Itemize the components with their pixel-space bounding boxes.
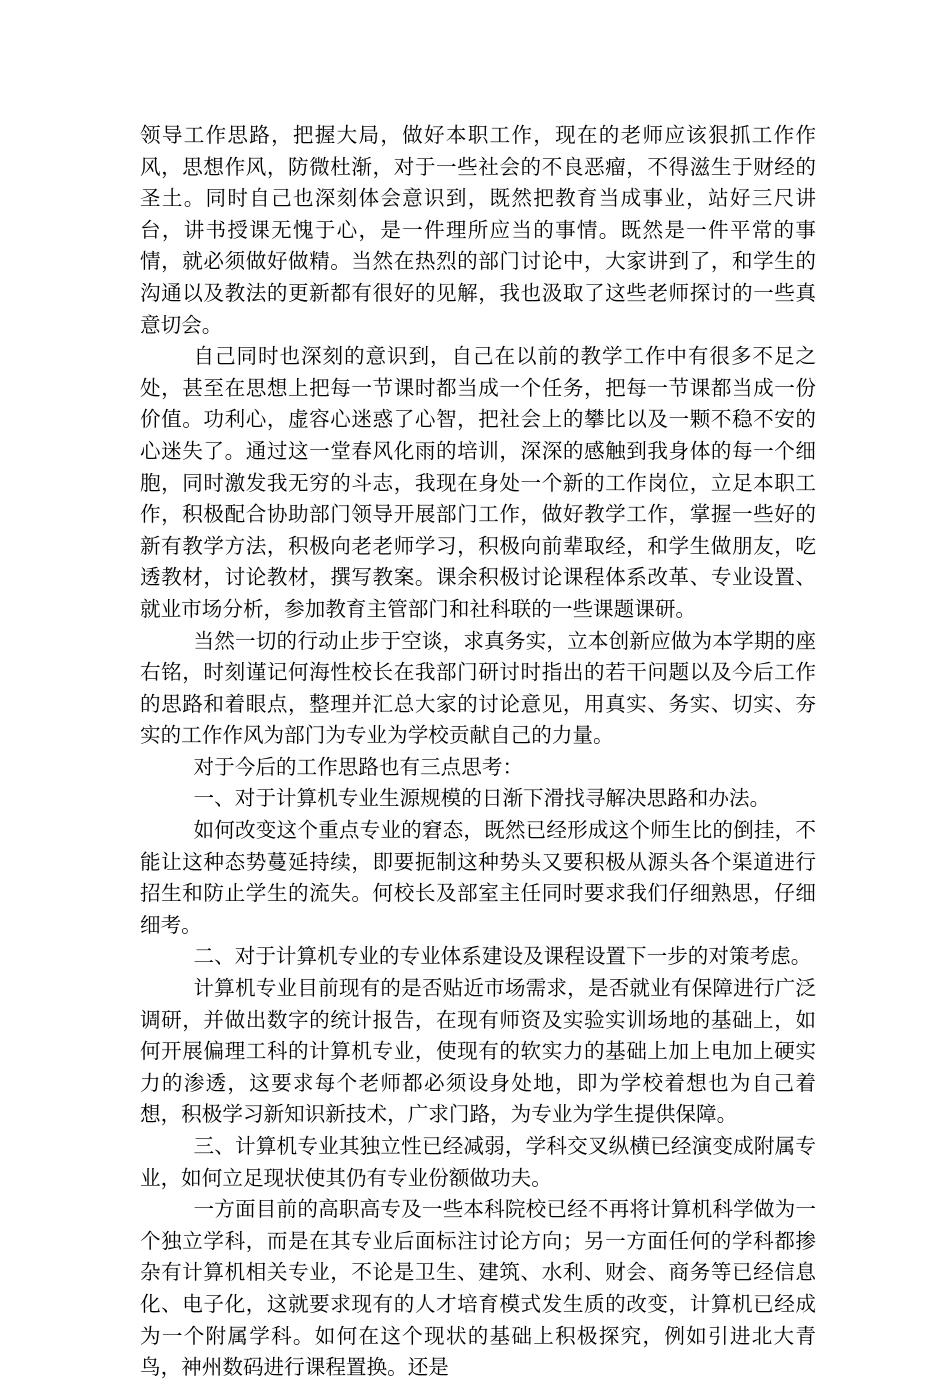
paragraph-6: 如何改变这个重点专业的窘态，既然已经形成这个师生比的倒挂，不能让这种态势蔓延持续，即要扼制这种势头又要积极从源头各个渠道进行招生和防止学生的流失。何校长及部室主任同时要求我们仔细熟思，仔细细考。: [140, 818, 816, 937]
paragraph-4: 对于今后的工作思路也有三点思考：: [193, 754, 524, 779]
paragraph-1: 领导工作思路，把握大局，做好本职工作，现在的老师应该狠抓工作作风，思想作风，防微杜渐，对于一些社会的不良恶瘤，不得滋生于财经的圣土。同时自己也深刻体会意识到，既然把教育当成事业，站好三尺讲台，讲书授课无愧于心，是一件理所应当的事情。既然是一件平常的事情，就必须做好做精。当然在热烈的部门讨论中，大家讲到了，和学生的沟通以及教法的更新都有很好的见解，我也汲取了这些老师探讨的一些真意切会。: [140, 123, 816, 337]
paragraph-3: 当然一切的行动止步于空谈，求真务实，立本创新应做为本学期的座右铭，时刻谨记何海性校长在我部门研讨时指出的若干问题以及今后工作的思路和着眼点，整理并汇总大家的讨论意见，用真实、务实、切实、夯实的工作作风为部门为专业为学校贡献自己的力量。: [140, 628, 816, 748]
paragraph-8: 计算机专业目前现有的是否贴近市场需求，是否就业有保障进行广泛调研，并做出数字的统计报告，在现有师资及实验实训场地的基础上，如何开展偏理工科的计算机专业，使现有的软实力的基础上加上电加上硬实力的渗透，这要求每个老师都必须设身处地，即为学校着想也为自己着想，积极学习新知识新技术，广求门路，为专业为学生提供保障。: [140, 976, 816, 1127]
paragraph-2: 自己同时也深刻的意识到，自己在以前的教学工作中有很多不足之处，甚至在思想上把每一节课时都当成一个任务，把每一节课都当成一份价值。功利心，虚容心迷惑了心智，把社会上的攀比以及一颗不稳不安的心迷失了。通过这一堂春风化雨的培训，深深的感触到我身体的每一个细胞，同时激发我无穷的斗志，我现在身处一个新的工作岗位，立足本职工作，积极配合协助部门领导开展部门工作，做好教学工作，掌握一些好的新有教学方法，积极向老老师学习，积极向前辈取经，和学生做朋友，吃透教材，讨论教材，撰写教案。课余积极讨论课程体系改革、专业设置、就业市场分析，参加教育主管部门和社科联的一些课题课研。: [140, 344, 816, 621]
paragraph-5: 一、对于计算机专业生源规模的日渐下滑找寻解决思路和办法。: [193, 786, 771, 811]
paragraph-9: 三、计算机专业其独立性已经减弱，学科交叉纵横已经演变成附属专业，如何立足现状使其仍有专业份额做功夫。: [140, 1134, 816, 1190]
document-body: [140, 120, 816, 1384]
paragraph-10: 一方面目前的高职高专及一些本科院校已经不再将计算机科学做为一个独立学科，而是在其专业后面标注讨论方向；另一方面任何的学科都掺杂有计算机相关专业，不论是卫生、建筑、水利、财会、商务等已经信息化、电子化，这就要求现有的人才培育模式发生质的改变，计算机已经成为一个附属学科。如何在这个现状的基础上积极探究，例如引进北大青鸟，神州数码进行课程置换。还是: [140, 1197, 816, 1380]
paragraph-7: 二、对于计算机专业的专业体系建设及课程设置下一步的对策考虑。: [193, 944, 812, 969]
